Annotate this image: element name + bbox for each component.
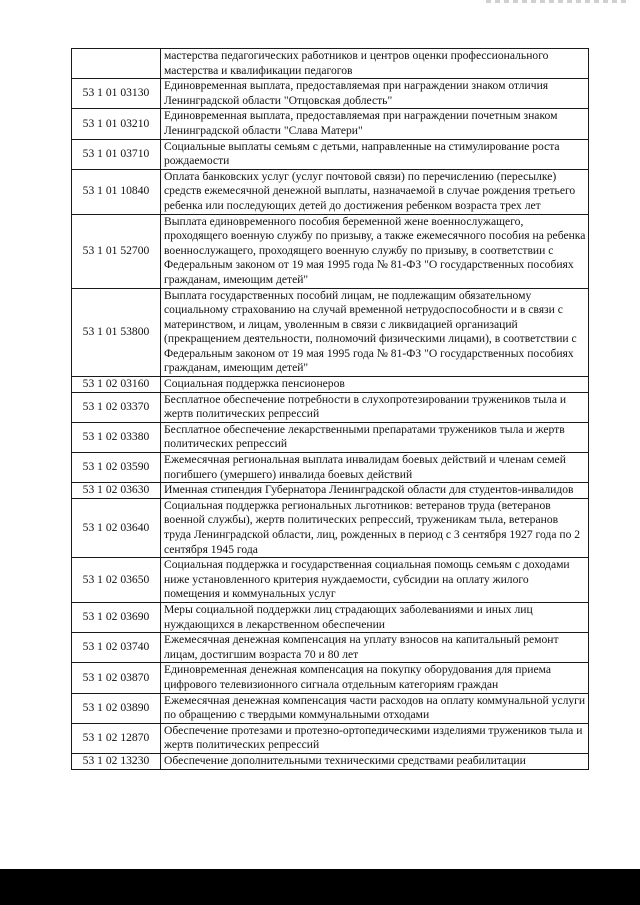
table-row [72,377,589,393]
description-cell: Меры социальной поддержки лиц страдающих заболеваниями и иных лиц нуждающихся в лекарственном обеспечении [161,602,589,632]
budget-code-cell: 53 1 02 03640 [72,498,161,557]
description-cell: Бесплатное обеспечение потребности в слухопротезировании тружеников тыла и жертв политических репрессий [161,392,589,422]
description-cell: Ежемесячная денежная компенсация части расходов на оплату коммунальной услуги по обращению с твердыми коммунальными отходами [161,693,589,723]
table-row [72,753,589,769]
description-cell: мастерства педагогических работников и центров оценки профессионального мастерства и квалификации педагогов [161,49,589,79]
budget-code-cell: 53 1 02 03380 [72,422,161,452]
description-cell: Обеспечение протезами и протезно-ортопедическими изделиями тружеников тыла и жертв политических репрессий [161,723,589,753]
table-row [72,558,589,603]
description-cell: Социальные выплаты семьям с детьми, направленные на стимулирование роста рождаемости [161,139,589,169]
budget-code-cell: 53 1 02 03590 [72,453,161,483]
table-row [72,602,589,632]
table-row [72,139,589,169]
table-row [72,498,589,557]
budget-code-cell: 53 1 02 03160 [72,377,161,393]
description-cell: Именная стипендия Губернатора Ленинградской области для студентов-инвалидов [161,483,589,499]
description-cell: Оплата банковских услуг (услуг почтовой связи) по перечислению (пересылке) средств ежемесячной денежной выплаты, назначаемой в случае рождения третьего ребенка или последующих детей до достижения ребенком возраста трех лет [161,169,589,214]
table-row [72,214,589,288]
table-row [72,693,589,723]
budget-code-cell: 53 1 01 53800 [72,288,161,377]
budget-code-cell: 53 1 02 03370 [72,392,161,422]
description-cell: Выплата единовременного пособия беременной жене военнослужащего, проходящего военную службу по призыву, а также ежемесячного пособия на ребенка военнослужащего, проходящего военную службу по призыву, в соответствии с Федеральным законом от 19 мая 1995 года № 81-ФЗ "О государственных пособиях гражданам, имеющим детей" [161,214,589,288]
description-cell: Обеспечение дополнительными техническими средствами реабилитации [161,753,589,769]
document-page [71,48,589,770]
table-row [72,663,589,693]
budget-code-cell: 53 1 02 03740 [72,633,161,663]
description-cell: Социальная поддержка и государственная социальная помощь семьям с доходами ниже установленного критерия нуждаемости, субсидии на оплату жилого помещения и коммунальных услуг [161,558,589,603]
budget-code-cell [72,49,161,79]
budget-code-cell: 53 1 01 03710 [72,139,161,169]
table-row [72,79,589,109]
table-row [72,392,589,422]
budget-code-cell: 53 1 02 12870 [72,723,161,753]
description-cell: Социальная поддержка региональных льготников: ветеранов труда (ветеранов военной службы), жертв политических репрессий, труженикам тыла, ветеранов труда Ленинградской области, лиц, рожденных в период с 3 сентября 1927 года по 2 сентября 1945 года [161,498,589,557]
description-cell: Социальная поддержка пенсионеров [161,377,589,393]
budget-code-cell: 53 1 01 10840 [72,169,161,214]
table-row [72,633,589,663]
budget-code-cell: 53 1 01 52700 [72,214,161,288]
budget-code-cell: 53 1 02 03630 [72,483,161,499]
description-cell: Ежемесячная денежная компенсация на уплату взносов на капитальный ремонт лицам, достигшим возраста 70 и 80 лет [161,633,589,663]
table-row [72,288,589,377]
table-row [72,723,589,753]
table-row [72,49,589,79]
description-cell: Единовременная выплата, предоставляемая при награждении почетным знаком Ленинградской области "Слава Матери" [161,109,589,139]
table-row [72,483,589,499]
table-row [72,453,589,483]
budget-code-cell: 53 1 02 03890 [72,693,161,723]
description-cell: Бесплатное обеспечение лекарственными препаратами тружеников тыла и жертв политических репрессий [161,422,589,452]
budget-code-cell: 53 1 01 03130 [72,79,161,109]
table-row [72,422,589,452]
budget-code-cell: 53 1 01 03210 [72,109,161,139]
description-cell: Единовременная выплата, предоставляемая при награждении знаком отличия Ленинградской области "Отцовская доблесть" [161,79,589,109]
table-row [72,109,589,139]
description-cell: Выплата государственных пособий лицам, не подлежащим обязательному социальному страхованию на случай временной нетрудоспособности и в связи с материнством, и лицам, уволенным в связи с ликвидацией организаций (прекращением деятельности, полномочий физическими лицами), в соответствии с Федеральным законом от 19 мая 1995 года № 81-ФЗ "О государственных пособиях гражданам, имеющим детей" [161,288,589,377]
table-row [72,169,589,214]
table-body [72,49,589,770]
description-cell: Ежемесячная региональная выплата инвалидам боевых действий и членам семей погибшего (умершего) инвалида боевых действий [161,453,589,483]
budget-codes-table [71,48,589,770]
budget-code-cell: 53 1 02 03690 [72,602,161,632]
budget-code-cell: 53 1 02 03870 [72,663,161,693]
scan-edge-mark [486,0,626,3]
budget-code-cell: 53 1 02 03650 [72,558,161,603]
scan-bottom-bar [0,869,640,905]
budget-code-cell: 53 1 02 13230 [72,753,161,769]
description-cell: Единовременная денежная компенсация на покупку оборудования для приема цифрового телевизионного сигнала отдельным категориям граждан [161,663,589,693]
